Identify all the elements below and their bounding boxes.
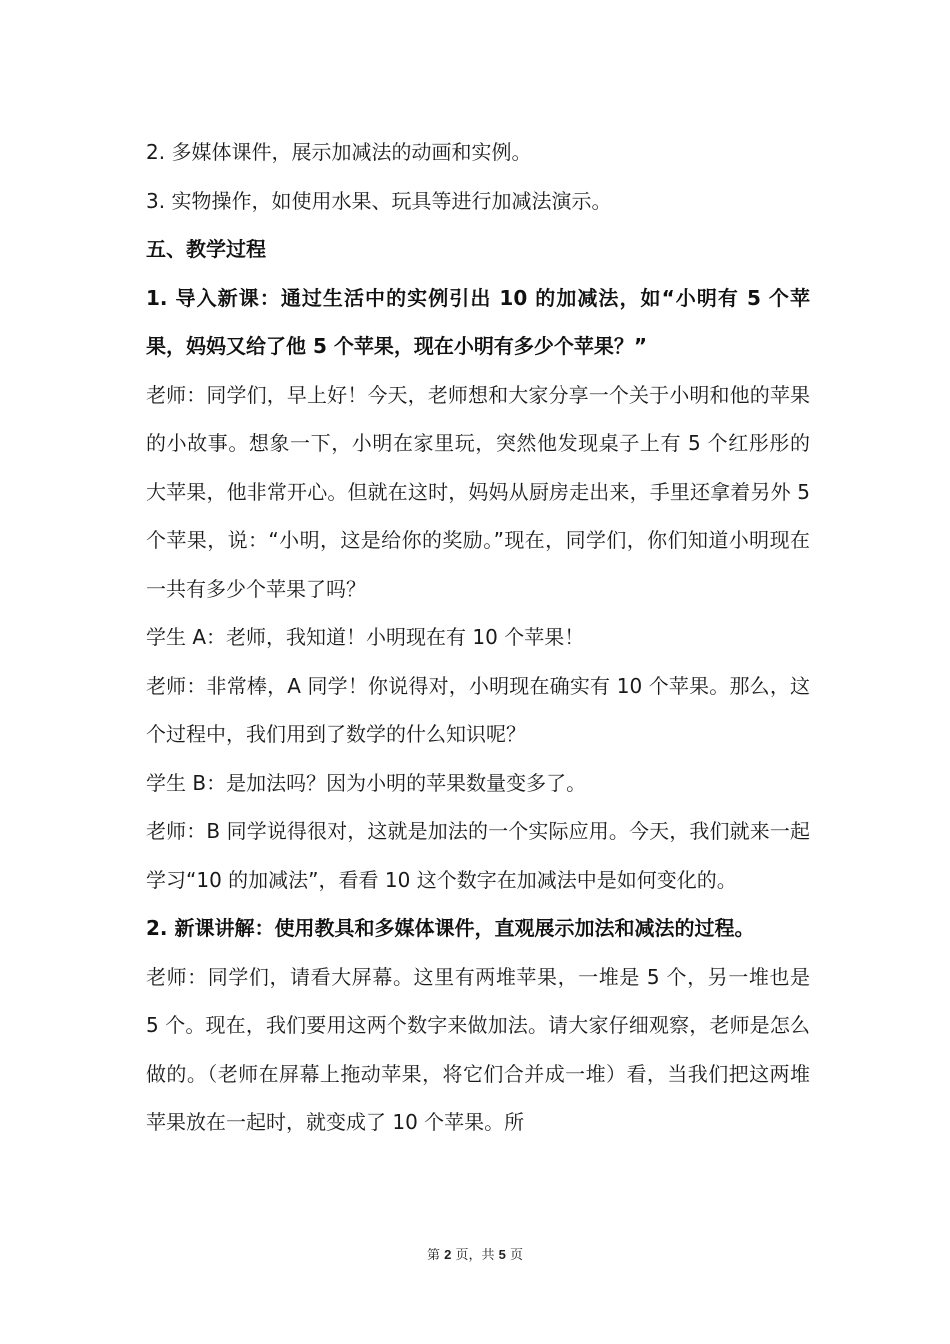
footer-page-number: 2 <box>444 1247 452 1262</box>
footer-suffix: 页 <box>510 1248 524 1263</box>
list-item-multimedia: 2. 多媒体课件，展示加减法的动画和实例。 <box>146 140 532 164</box>
page-content <box>146 128 810 1147</box>
dialogue-teacher-story: 老师：同学们，早上好！今天，老师想和大家分享一个关于小明和他的苹果的小故事。想象一下，小明在家里玩，突然他发现桌子上有 5 个红彤彤的大苹果，他非常开心。但就在这时，妈妈从厨房走出来，手里还拿着另外 5 个苹果，说：“小明，这是给你的奖励。”现在，同学们，你们知道小明现在一共有多少个苹果了吗？ <box>146 382 810 601</box>
page-footer <box>0 1244 950 1263</box>
dialogue-teacher-demo: 老师：同学们，请看大屏幕。这里有两堆苹果，一堆是 5 个，另一堆也是 5 个。现在，我们要用这两个数字来做加法。请大家仔细观察，老师是怎么做的。（老师在屏幕上拖动苹果，将它们合并成一堆）看，当我们把这两堆苹果放在一起时，就变成了 10 个苹果。所 <box>146 964 810 1134</box>
step-heading-new-lesson: 2. 新课讲解：使用教具和多媒体课件，直观展示加法和减法的过程。 <box>146 916 755 940</box>
dialogue-student-a: 学生 A：老师，我知道！小明现在有 10 个苹果！ <box>146 625 585 649</box>
section-heading-teaching-process: 五、教学过程 <box>146 237 266 261</box>
dialogue-teacher-topic: 老师：B 同学说得很对，这就是加法的一个实际应用。今天，我们就来一起学习“10 的加减法”，看看 10 这个数字在加减法中是如何变化的。 <box>146 819 810 892</box>
footer-total-pages: 5 <box>498 1247 506 1262</box>
list-item-physical-demo: 3. 实物操作，如使用水果、玩具等进行加减法演示。 <box>146 188 612 213</box>
dialogue-student-b: 学生 B：是加法吗？因为小明的苹果数量变多了。 <box>146 770 587 795</box>
footer-prefix: 第 <box>426 1248 440 1263</box>
dialogue-teacher-praise: 老师：非常棒，A 同学！你说得对，小明现在确实有 10 个苹果。那么，这个过程中，我们用到了数学的什么知识呢？ <box>146 673 810 746</box>
footer-middle: 页，共 <box>455 1248 495 1263</box>
step-heading-introduction: 1. 导入新课：通过生活中的实例引出 10 的加减法，如“小明有 5 个苹果，妈妈又给了他 5 个苹果，现在小明有多少个苹果？” <box>146 285 810 358</box>
